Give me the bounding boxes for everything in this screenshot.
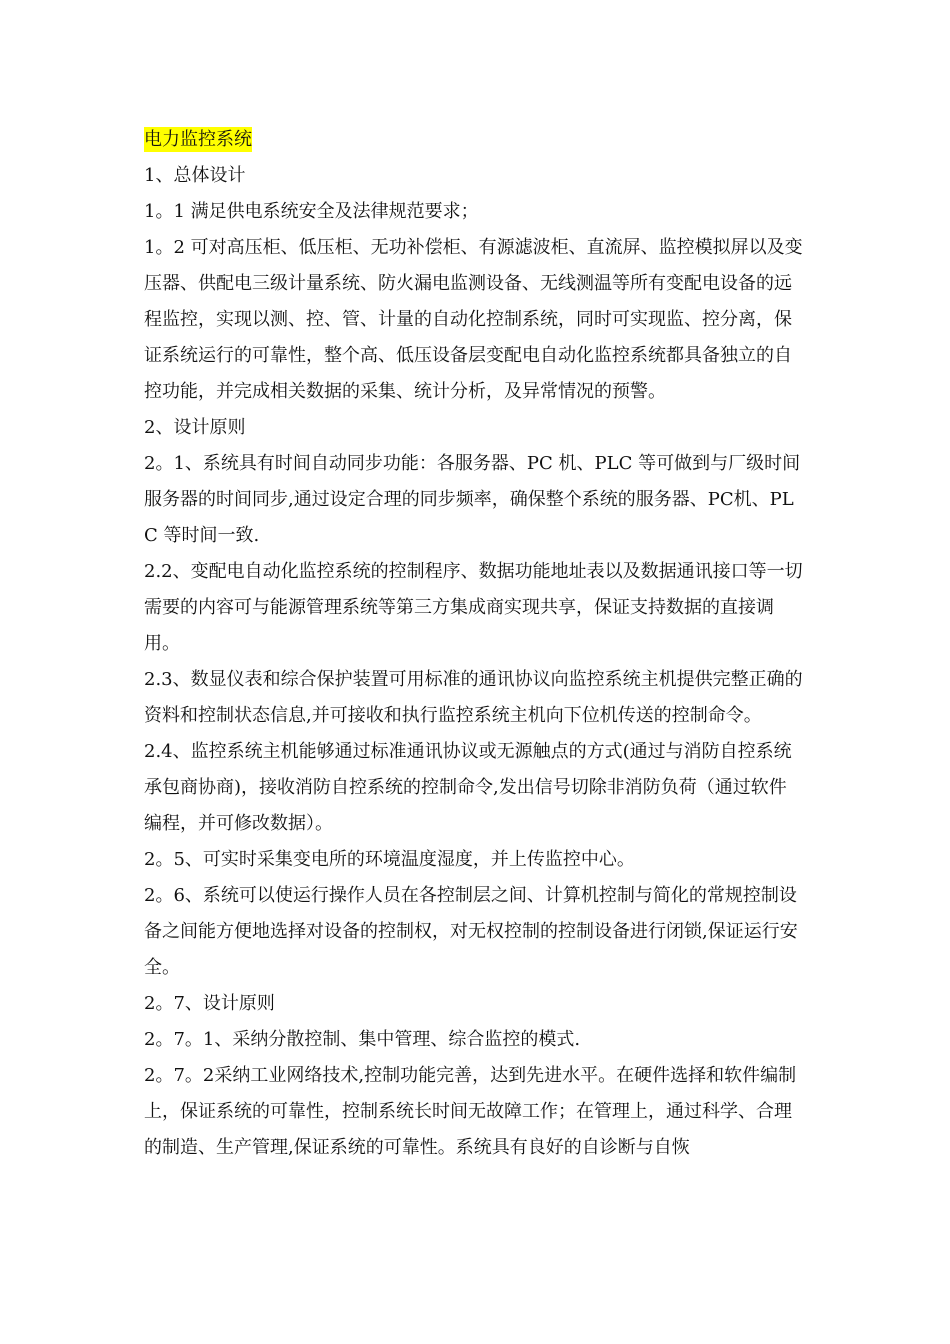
paragraph-2-7: 2。7、设计原则 (144, 993, 275, 1014)
paragraph-2-3: 2.3、数显仪表和综合保护装置可用标准的通讯协议向监控系统主机提供完整正确的资料和控制状态信息,并可接收和执行监控系统主机向下位机传送的控制命令。 (144, 669, 803, 726)
paragraph-2-5: 2。5、可实时采集变电所的环境温度湿度，并上传监控中心。 (144, 849, 635, 870)
document-title-line (144, 122, 804, 158)
document-title: 电力监控系统 (144, 129, 252, 150)
paragraph-2-2: 2.2、变配电自动化监控系统的控制程序、数据功能地址表以及数据通讯接口等一切需要的内容可与能源管理系统等第三方集成商实现共享，保证支持数据的直接调用。 (144, 561, 803, 654)
section-heading-1: 1、总体设计 (144, 165, 246, 186)
paragraph-2-1: 2。1、系统具有时间自动同步功能：各服务器、PC 机、PLC 等可做到与厂级时间服务器的时间同步,通过设定合理的同步频率，确保整个系统的服务器、PC机、PLC 等时间一致. (144, 453, 801, 546)
paragraph-2-7-1: 2。7。1、采纳分散控制、集中管理、综合监控的模式. (144, 1029, 581, 1050)
section-heading-2: 2、设计原则 (144, 417, 246, 438)
paragraph-2-6: 2。6、系统可以使运行操作人员在各控制层之间、计算机控制与简化的常规控制设备之间能方便地选择对设备的控制权，对无权控制的控制设备进行闭锁,保证运行安全。 (144, 885, 798, 978)
document-body (144, 122, 804, 1166)
paragraph-2-4: 2.4、监控系统主机能够通过标准通讯协议或无源触点的方式(通过与消防自控系统承包商协商)，接收消防自控系统的控制命令,发出信号切除非消防负荷（通过软件编程，并可修改数据）。 (144, 741, 792, 834)
paragraph-1-2: 1。2 可对高压柜、低压柜、无功补偿柜、有源滤波柜、直流屏、监控模拟屏以及变压器、供配电三级计量系统、防火漏电监测设备、无线测温等所有变配电设备的远程监控，实现以测、控、管、计量的自动化控制系统，同时可实现监、控分离，保证系统运行的可靠性，整个高、低压设备层变配电自动化监控系统都具备独立的自控功能，并完成相关数据的采集、统计分析，及异常情况的预警。 (144, 237, 803, 402)
paragraph-1-1: 1。1 满足供电系统安全及法律规范要求； (144, 201, 479, 222)
paragraph-2-7-2: 2。7。2采纳工业网络技术,控制功能完善，达到先进水平。在硬件选择和软件编制上，保证系统的可靠性，控制系统长时间无故障工作；在管理上，通过科学、合理的制造、生产管理,保证系统的可靠性。系统具有良好的自诊断与自恢 (144, 1065, 797, 1158)
